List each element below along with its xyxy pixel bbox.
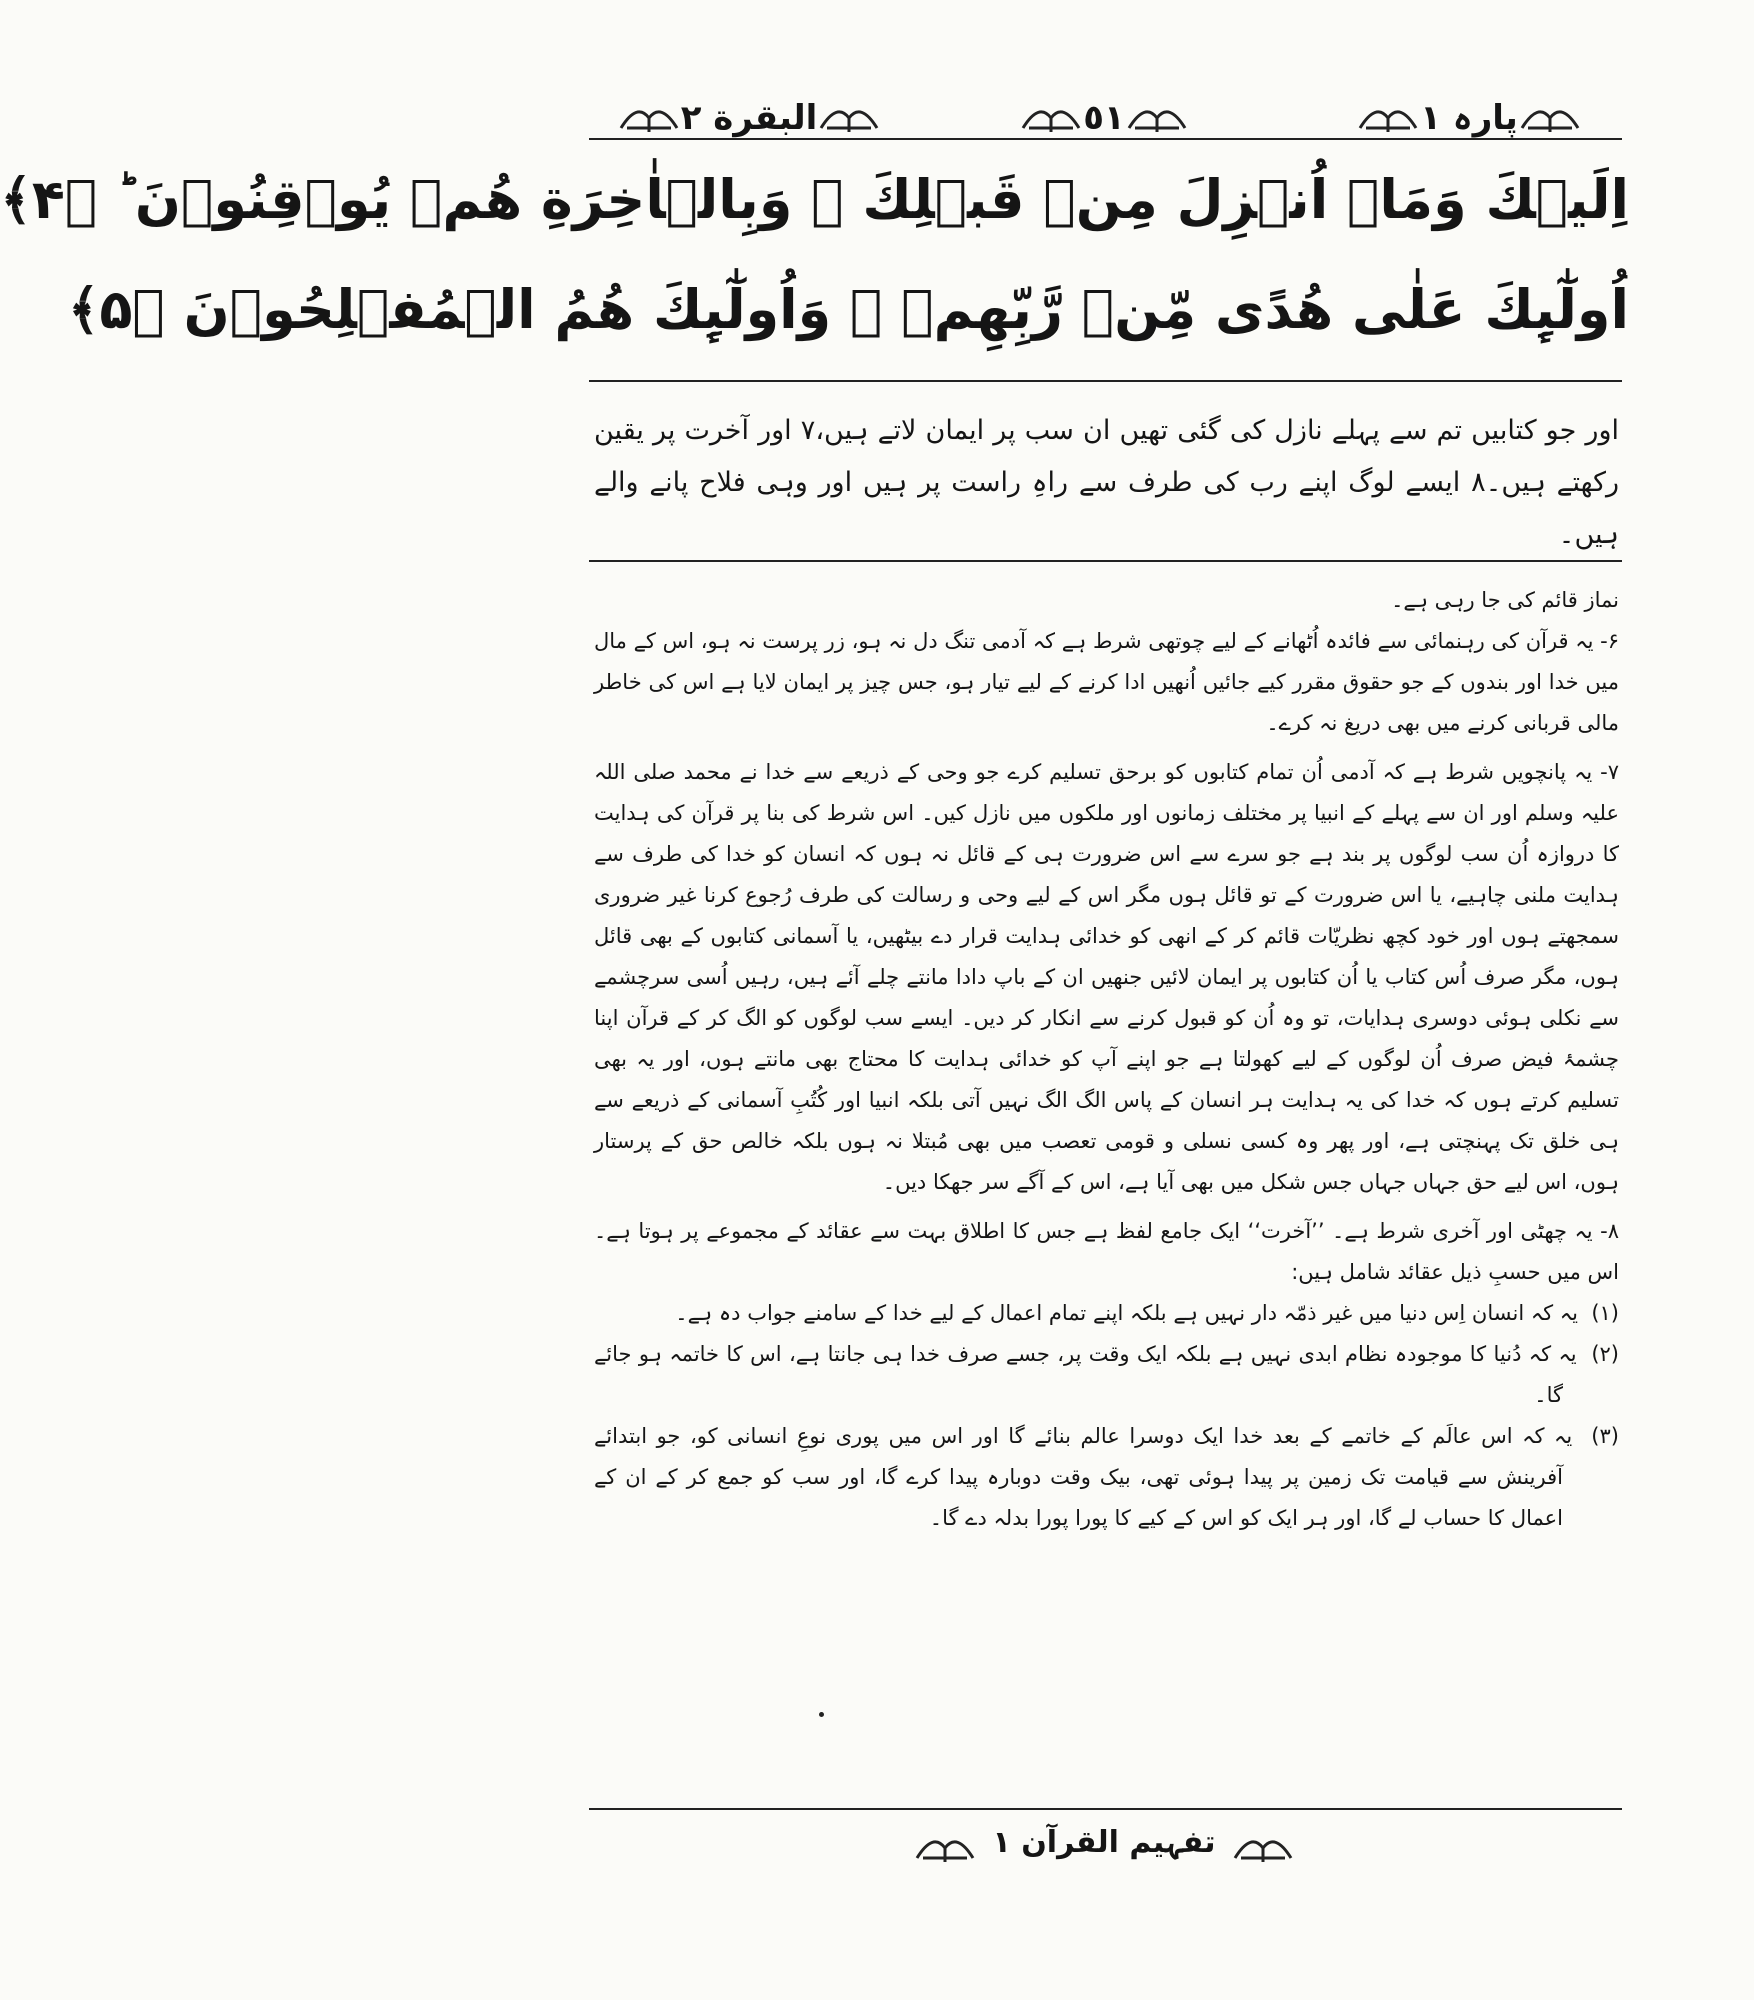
ornament-icon: [1231, 1828, 1295, 1868]
page-number: ٥١: [1083, 98, 1125, 138]
surah-label: البقرة ٢: [680, 98, 818, 138]
commentary: [594, 580, 1619, 1539]
note-6: ۶- یہ قرآن کی رہنمائی سے فائدہ اُٹھانے کے لیے چوتھی شرط ہے کہ آدمی تنگ دل نہ ہو، زر پرست نہ ہو، اس کے مال میں خدا اور بندوں کے جو حقوق مقرر کیے جائیں اُنھیں ادا کرنے کے لیے تیار ہو، جس چیز پر ایمان لایا ہے اس کی خاطر مالی قربانی کرنے میں بھی دریغ نہ کرے۔: [594, 629, 1619, 735]
note-7: ۷- یہ پانچویں شرط ہے کہ آدمی اُن تمام کتابوں کو برحق تسلیم کرے جو وحی کے ذریعے سے خدا نے محمد صلی اللہ علیہ وسلم اور ان سے پہلے کے انبیا پر مختلف زمانوں اور ملکوں میں نازل کیں۔ اس شرط کی بنا پر قرآن کی ہدایت کا دروازہ اُن سب لوگوں پر بند ہے جو سرے سے اس ضرورت ہی کے قائل نہ ہوں کہ انسان کو خدا کی طرف سے ہدایت ملنی چاہیے، یا اس ضرورت کے تو قائل ہوں مگر اس کے لیے وحی و رسالت کی طرف رُجوع کرنا غیر ضروری سمجھتے ہوں اور خود کچھ نظریّات قائم کر کے انھی کو خدائی ہدایت قرار دے بیٹھیں، یا آسمانی کتابوں کے بھی قائل ہوں، مگر صرف اُس کتاب یا اُن کتابوں پر ایمان لائیں جنھیں ان کے باپ دادا مانتے چلے آئے ہیں، رہیں اُسی سرچشمے سے نکلی ہوئی دوسری ہدایات، تو وہ اُن کو قبول کرنے سے انکار کر دیں۔ ایسے سب لوگوں کو الگ کر کے قرآن اپنا چشمۂ فیض صرف اُن لوگوں کے لیے کھولتا ہے جو اپنے آپ کو خدائی ہدایت کا محتاج بھی مانتے ہوں، اور یہ بھی تسلیم کرتے ہوں کہ خدا کی یہ ہدایت ہر انسان کے پاس الگ الگ نہیں آتی بلکہ انبیا اور کُتُبِ آسمانی کے ذریعے سے ہی خلق تک پہنچتی ہے، اور پھر وہ کسی نسلی و قومی تعصب میں بھی مُبتلا نہ ہوں بلکہ خالص حق کے پرستار ہوں، اس لیے حق جہاں جہاں جس شکل میں بھی آیا ہے، اس کے آگے سر جھکا دیں۔: [594, 760, 1619, 1194]
list-text: یہ کہ دُنیا کا موجودہ نظام ابدی نہیں ہے بلکہ ایک وقت پر، جسے صرف خدا ہی جانتا ہے، اس کا خاتمہ ہو جائے گا۔: [594, 1342, 1577, 1407]
ornament-icon: [913, 1828, 977, 1868]
arabic-verse-line: اُولٰٓىِٕكَ عَلٰى هُدًى مِّنۡ رَّبِّهِمۡ ۚ وَاُولٰٓىِٕكَ هُمُ الۡمُفۡلِحُوۡنَ ﴿۵﴾: [67, 278, 1629, 341]
footer-rule: [589, 1808, 1622, 1810]
footer-title: تفہیم القرآن ١: [992, 1825, 1216, 1860]
ornament-icon: [1356, 98, 1420, 138]
ornament-icon: [617, 98, 681, 138]
note-8: ۸- یہ چھٹی اور آخری شرط ہے۔ ’’آخرت‘‘ ایک جامع لفظ ہے جس کا اطلاق بہت سے عقائد کے مجموعے پر ہوتا ہے۔ اس میں حسبِ ذیل عقائد شامل ہیں:: [594, 1219, 1619, 1284]
list-item: [594, 1416, 1619, 1539]
list-number: (۳): [1591, 1424, 1619, 1448]
footer: [454, 1825, 1754, 1868]
ornament-icon: [817, 98, 881, 138]
urdu-translation: اور جو کتابیں تم سے پہلے نازل کی گئی تھیں ان سب پر ایمان لاتے ہیں،۷ اور آخرت پر یقین رکھتے ہیں۔۸ ایسے لوگ اپنے رب کی طرف سے راہِ راست پر ہیں اور وہی فلاح پانے والے ہیں۔: [594, 415, 1620, 550]
ornament-icon: [1518, 98, 1582, 138]
verse-rule: [589, 380, 1622, 382]
list-item: [594, 1334, 1619, 1416]
list-text: یہ کہ اس عالَم کے خاتمے کے بعد خدا ایک دوسرا عالم بنائے گا اور اس میں پوری نوعِ انسانی کو، جو ابتدائے آفرینش سے قیامت تک زمین پر پیدا ہوئی تھی، بیک وقت دوبارہ پیدا کرے گا، اور سب کو جمع کر کے ان کے اعمال کا حساب لے گا، اور ہر ایک کو اس کے کیے کا پورا پورا بدلہ دے گا۔: [594, 1424, 1573, 1530]
arabic-verse-line: اِلَیۡكَ وَمَاۤ اُنۡزِلَ مِنۡ قَبۡلِكَ ۚ وَبِالۡاٰخِرَةِ هُمۡ یُوۡقِنُوۡنَ ؕ ﴿۴﴾: [0, 168, 1629, 231]
header-rule: [589, 138, 1622, 140]
ornament-icon: [1125, 98, 1189, 138]
list-item: [594, 1293, 1619, 1334]
para-label: پارہ ١: [1420, 98, 1518, 138]
list-number: (۱): [1591, 1301, 1619, 1325]
list-number: (۲): [1591, 1342, 1619, 1366]
note-intro: نماز قائم کی جا رہی ہے۔: [1391, 588, 1619, 612]
translation-rule: [589, 560, 1622, 562]
list-text: یہ کہ انسان اِس دنیا میں غیر ذمّہ دار نہیں ہے بلکہ اپنے تمام اعمال کے لیے خدا کے سامنے جواب دہ ہے۔: [675, 1301, 1578, 1325]
ornament-icon: [1019, 98, 1083, 138]
stray-dot: [819, 1712, 824, 1717]
